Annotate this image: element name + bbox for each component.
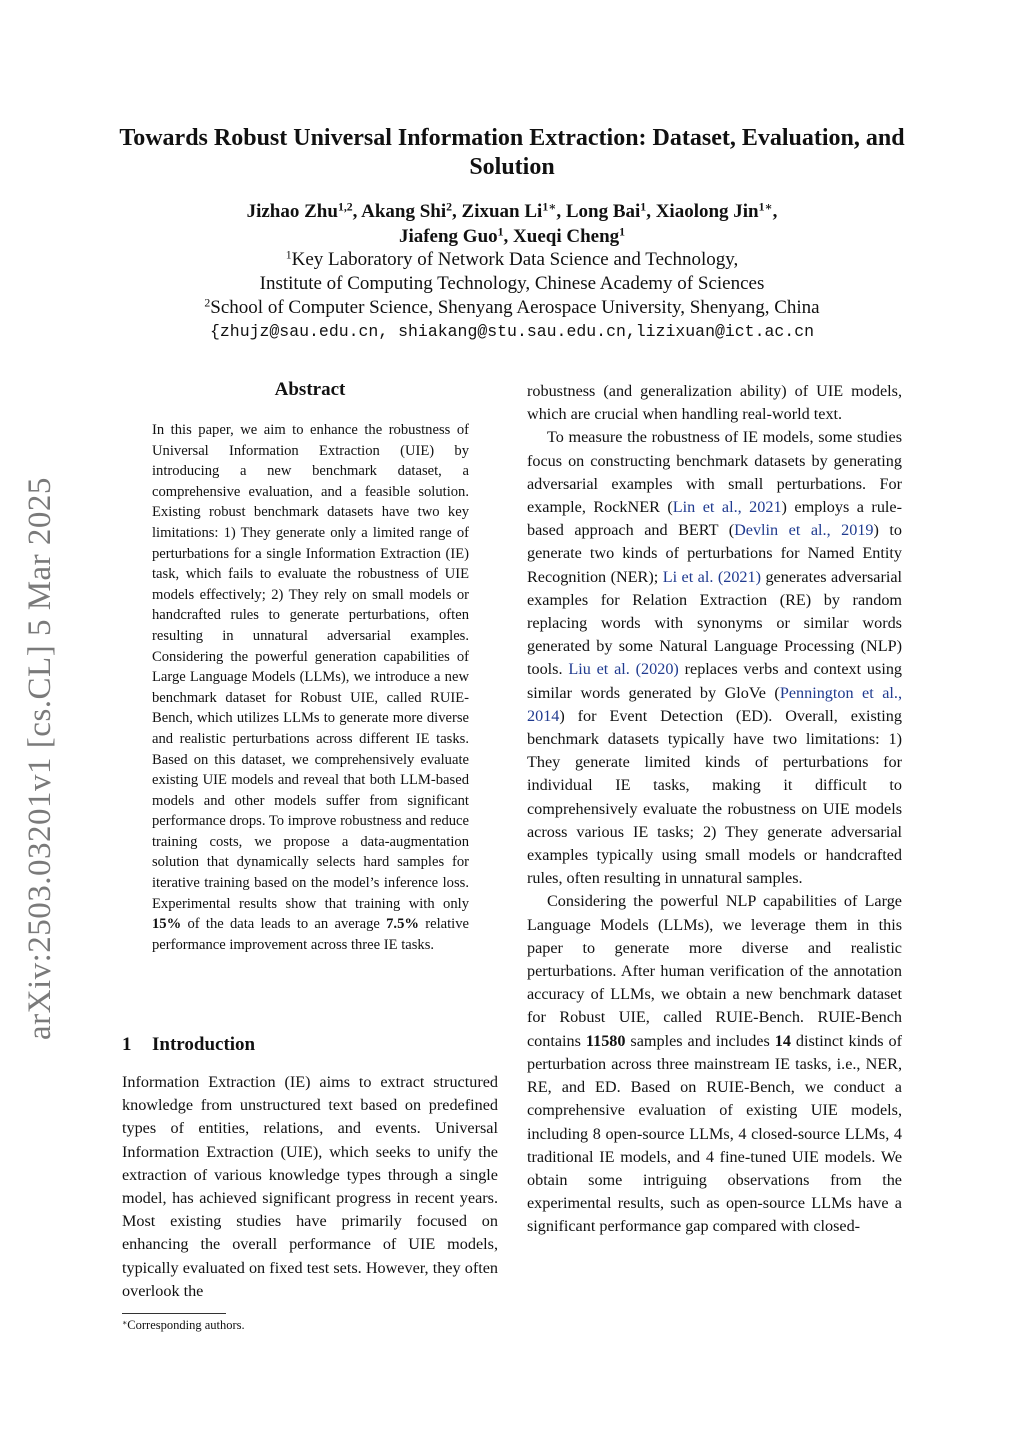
paragraph-text: generates adversarial examples for Relation Extraction (RE) by random replacing words with synonyms or similar words generated by some Natural Language Processing (NLP) tools. (527, 567, 903, 679)
author-list: Jizhao Zhu$^{1,2}$, Akang Shi$^2$, Zixuan $Li^{1∗}$, Long Bai$^1$, Xiaolong Jin$^{1∗}$, Jiafeng Guo$^1$, Xueqi Cheng$^1$ (246, 200, 778, 247)
abstract-text: of the data leads to an average (181, 916, 387, 933)
author-name: Xiaolong Jin (655, 201, 759, 222)
author-sup: 1∗ (758, 200, 773, 214)
abstract-body (152, 420, 469, 955)
citation-link[interactable]: Lin et al., 2021 (672, 498, 782, 517)
affiliation-text: Key Laboratory of Network Data Science and Technology, (291, 249, 739, 270)
citation-link[interactable]: Li et al. (2021) (662, 567, 761, 586)
abstract-heading: Abstract (274, 379, 346, 400)
author-sup: 1,2 (337, 200, 353, 214)
citation-link[interactable]: Devlin et al., 2019 (734, 521, 874, 540)
author-name: Akang Shi (361, 201, 447, 222)
right-paragraph-3 (527, 890, 902, 1238)
right-paragraph-1: robustness (and generalization ability) of UIE models, which are crucial when handling real-world text. (527, 382, 902, 424)
paper-title: Towards Robust Universal Information Extraction: Dataset, Evaluation, and Solution (119, 125, 905, 180)
footnote-rule (122, 1313, 226, 1314)
affiliation-sup: 1 (285, 248, 292, 262)
author-name: Zixuan Li (461, 201, 543, 222)
section-heading (122, 1034, 255, 1056)
footnote-mark: ∗ (122, 1317, 128, 1327)
author-sup: 1 (619, 225, 626, 239)
author-sup: 1 (497, 225, 504, 239)
section-title: Introduction (152, 1034, 256, 1055)
intro-paragraph: Information Extraction (IE) aims to extract structured knowledge from unstructured text based on predefined types of entities, relations, and events. Universal Information Extraction (UIE), which seeks to unify the extraction of various knowledge types through a single model, has achieved significant progress in recent years. Most existing studies have primarily focused on enhancing the overall performance of UIE models, typically evaluated on fixed test sets. However, they often overlook the (122, 1073, 498, 1300)
author-sup: 1∗ (542, 200, 557, 214)
paragraph-text: ) for Event Detection (ED). Overall, existing benchmark datasets typically have two limitations: 1) They generate limited kinds of perturbations for individual IE tasks, making it difficult to comprehensively evaluate the robustness on UIE models across various IE tasks; 2) They generate adversarial examples typically using small models or handcrafted rules, often resulting in unnatural samples. (527, 706, 902, 888)
paragraph-text: ) employs a rule-based approach and BERT ( (527, 498, 902, 540)
section-number: 1 (122, 1034, 132, 1055)
affiliation-sup: 2 (204, 296, 211, 310)
author-sup: 2 (446, 200, 453, 214)
abstract-text: relative performance improvement across three IE tasks. (152, 916, 469, 953)
paragraph-text: Considering the powerful NLP capabilities of Large Language Models (LLMs), we leverage them in this paper to generate more diverse and realistic perturbations. After human verification of the annotation accuracy of LLMs, we obtain a new benchmark dataset for Robust UIE, called RUIE-Bench. RUIE-Bench contains (527, 892, 902, 1050)
author-sup: 1 (640, 200, 647, 214)
right-column (527, 380, 902, 1239)
author-name: Jiafeng Guo (398, 226, 498, 247)
affiliation-text: School of Computer Science, Shenyang Aerospace University, Shenyang, China (210, 297, 820, 318)
affiliations (100, 248, 924, 320)
paragraph-text: samples and includes (625, 1031, 775, 1050)
right-paragraph-2 (527, 426, 902, 890)
paragraph-text: ) to generate two kinds of perturbations for Named Entity Recognition (NER); (527, 521, 903, 586)
abstract-bold: 7.5% (386, 916, 419, 933)
bold-number: 14 (774, 1031, 791, 1050)
arxiv-watermark: arXiv:2503.03201v1 [cs.CL] 5 Mar 2025 (22, 477, 58, 1040)
paragraph-text: distinct kinds of perturbation across three mainstream IE tasks, i.e., NER, RE, and ED. Based on RUIE-Bench, we conduct a comprehensive evaluation of existing UIE models, including 8 open-source LLMs, 4 closed-source LLMs, 4 traditional IE models, and 4 fine-tuned UIE models. We obtain some intriguing observations from the experimental results, such as open-source LLMs have a significant performance gap compared with closed- (527, 1031, 903, 1236)
affiliation-1-line-1 (100, 248, 924, 272)
paragraph-text: To measure the robustness of IE models, some studies focus on constructing benchmark datasets by generating adversarial examples with small perturbations. For example, RockNER ( (527, 428, 902, 517)
author-name: Xueqi Cheng (513, 226, 620, 247)
citation-link[interactable]: Liu et al. (2020) (568, 660, 679, 679)
affiliation-2 (100, 296, 924, 320)
bold-number: 11580 (585, 1031, 626, 1050)
citation-link[interactable]: Pennington et al., 2014 (527, 683, 903, 725)
affiliation-1-line-2: Institute of Computing Technology, Chinese Academy of Sciences (259, 273, 765, 294)
author-emails: {zhujz@sau.edu.cn, shiakang@stu.sau.edu.cn,lizixuan@ict.ac.cn (210, 322, 814, 341)
abstract-bold: 15% (152, 916, 182, 933)
author-name: Jizhao Zhu (246, 201, 338, 222)
paragraph-text: replaces verbs and context using similar words generated by GloVe ( (527, 660, 903, 702)
author-name: Long Bai (565, 201, 641, 222)
footnote-text: Corresponding authors. (127, 1318, 245, 1332)
abstract-text: In this paper, we aim to enhance the robustness of Universal Information Extraction (UIE) by introducing a new benchmark dataset, a comprehensive evaluation, and a feasible solution. Existing robust benchmark datasets have two key limitations: 1) They generate only a limited range of perturbations for a single Information Extraction (IE) task, which fails to evaluate the robustness of UIE models effectively; 2) They rely on small models or handcrafted rules to generate perturbations, often resulting in unnatural adversarial examples. Considering the powerful generation capabilities of Large Language Models (LLMs), we introduce a new benchmark dataset for Robust UIE, called RUIE-Bench, which utilizes LLMs to generate more diverse and realistic perturbations across different IE tasks. Based on this dataset, we comprehensively evaluate existing UIE models and reveal that both LLM-based models and other models suffer from significant performance drops. To improve robustness and reduce training costs, we propose a data-augmentation solution that dynamically selects hard samples for iterative training based on the model’s inference loss. Experimental results show that training with only (152, 422, 469, 912)
footnote (122, 1317, 245, 1333)
